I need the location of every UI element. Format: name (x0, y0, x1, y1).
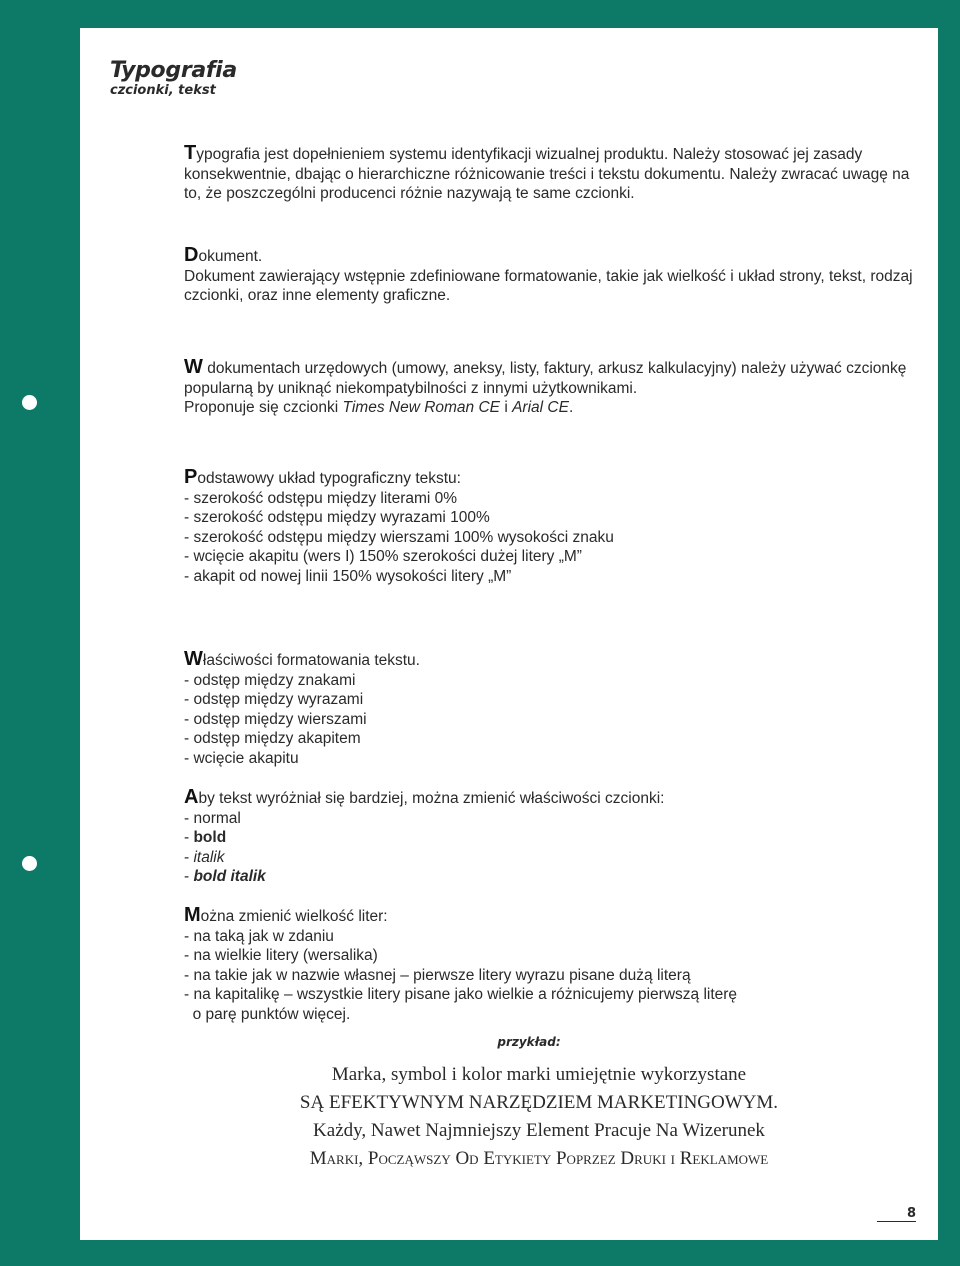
list-dash: - (184, 829, 194, 846)
font-name-arial: Arial CE (512, 399, 569, 416)
list-item: - akapit od nowej linii 150% wysokości litery „M” (184, 567, 512, 585)
list-item: - odstęp między wyrazami (184, 691, 364, 708)
emphasis-section (184, 788, 924, 887)
drop-initial: T (184, 142, 197, 164)
example-line-title-case: Każdy, Nawet Najmniejszy Element Pracuje Na Wizerunek (313, 1120, 765, 1141)
list-item: - odstęp między znakami (184, 671, 356, 689)
list-item: - na taką jak w zdaniu (184, 927, 334, 945)
dokument-section (184, 246, 924, 306)
list-item: - szerokość odstępu między wyrazami 100% (184, 509, 490, 526)
list-item (184, 848, 924, 868)
letter-size-section (184, 906, 924, 1024)
list-item: - na takie jak w nazwie własnej – pierwsze litery wyrazu pisane dużą literą (184, 966, 691, 984)
list-item: - wcięcie akapitu (wers I) 150% szerokości dużej litery „M” (184, 548, 582, 565)
list-item: o parę punktów więcej. (184, 1005, 351, 1023)
example-lines (80, 1061, 938, 1173)
section-heading: by tekst wyróżniał się bardziej, można zmienić właściwości czcionki: (198, 790, 665, 807)
proposal-conj: i (500, 399, 513, 416)
example-label: przykład: (497, 1035, 561, 1049)
binder-hole-top (22, 395, 37, 410)
list-item: - odstęp między akapitem (184, 730, 361, 747)
style-bold-italic: bold italik (193, 868, 266, 885)
list-dash: - (184, 848, 194, 866)
list-item (184, 828, 924, 848)
font-name-times: Times New Roman CE (342, 399, 501, 416)
drop-initial: D (184, 244, 199, 266)
list-item: - na kapitalikę – wszystkie litery pisane jako wielkie a różnicujemy pierwszą literę (184, 986, 738, 1003)
official-text: dokumentach urzędowych (umowy, aneksy, listy, faktury, arkusz kalkulacyjny) należy używać czcionkę popularną by uniknąć niekompatybilności z innymi użytkownikami. (184, 360, 907, 397)
dokument-text: Dokument zawierający wstępnie zdefiniowane formatowanie, takie jak wielkość i układ strony, tekst, rodzaj czcionki, oraz inne elementy graficzne. (184, 267, 913, 304)
list-item: - szerokość odstępu między literami 0% (184, 489, 458, 507)
style-bold: bold (193, 829, 227, 846)
example-line-sentence-case: Marka, symbol i kolor marki umiejętnie wykorzystane (331, 1064, 747, 1085)
layout-basics-section (184, 468, 924, 586)
list-item: - na wielkie litery (wersalika) (184, 947, 378, 964)
proposal-prefix: Proponuje się czcionki (184, 399, 343, 416)
list-dash: - (184, 868, 194, 885)
list-item: - szerokość odstępu między wierszami 100% wysokości znaku (184, 528, 614, 546)
official-documents-section (184, 358, 924, 418)
formatting-properties-section (184, 650, 924, 768)
font-proposal (184, 398, 924, 418)
list-item (184, 809, 924, 829)
proposal-end: . (568, 399, 574, 416)
list-item (184, 867, 924, 887)
drop-initial: W (184, 648, 203, 670)
style-normal: normal (193, 809, 241, 827)
page-subtitle: czcionki, tekst (110, 83, 216, 98)
list-dash: - (184, 809, 194, 827)
page-number: 8 (877, 1206, 916, 1222)
section-heading: łaściwości formatowania tekstu. (202, 652, 420, 669)
example-line-small-caps: Marki, Począwszy Od Etykiety Poprzez Druki i Reklamowe (309, 1148, 769, 1169)
section-heading: okument. (198, 248, 263, 265)
example-line-uppercase: SĄ EFEKTYWNYM NARZĘDZIEM MARKETINGOWYM. (299, 1092, 779, 1113)
page-title: Typografia (110, 58, 237, 83)
binder-hole-bottom (22, 856, 37, 871)
document-page (80, 28, 938, 1240)
style-italic: italik (193, 848, 225, 866)
section-heading: ożna zmienić wielkość liter: (200, 908, 388, 925)
drop-initial: W (184, 356, 203, 378)
section-heading: odstawowy układ typograficzny tekstu: (197, 470, 461, 487)
intro-text: ypografia jest dopełnieniem systemu identyfikacji wizualnej produktu. Należy stosować jej zasady konsekwentnie, dbając o hierarchiczne różnicowanie treści i tekstu dokumentu. Należy zwracać uwagę na to, że poszczególni producenci różnie nazywają te same czcionki. (184, 146, 910, 202)
drop-initial: P (184, 466, 198, 488)
drop-initial: A (184, 786, 199, 808)
list-item: - wcięcie akapitu (184, 749, 299, 767)
list-item: - odstęp między wierszami (184, 710, 367, 728)
intro-paragraph (184, 144, 924, 204)
drop-initial: M (184, 904, 201, 926)
